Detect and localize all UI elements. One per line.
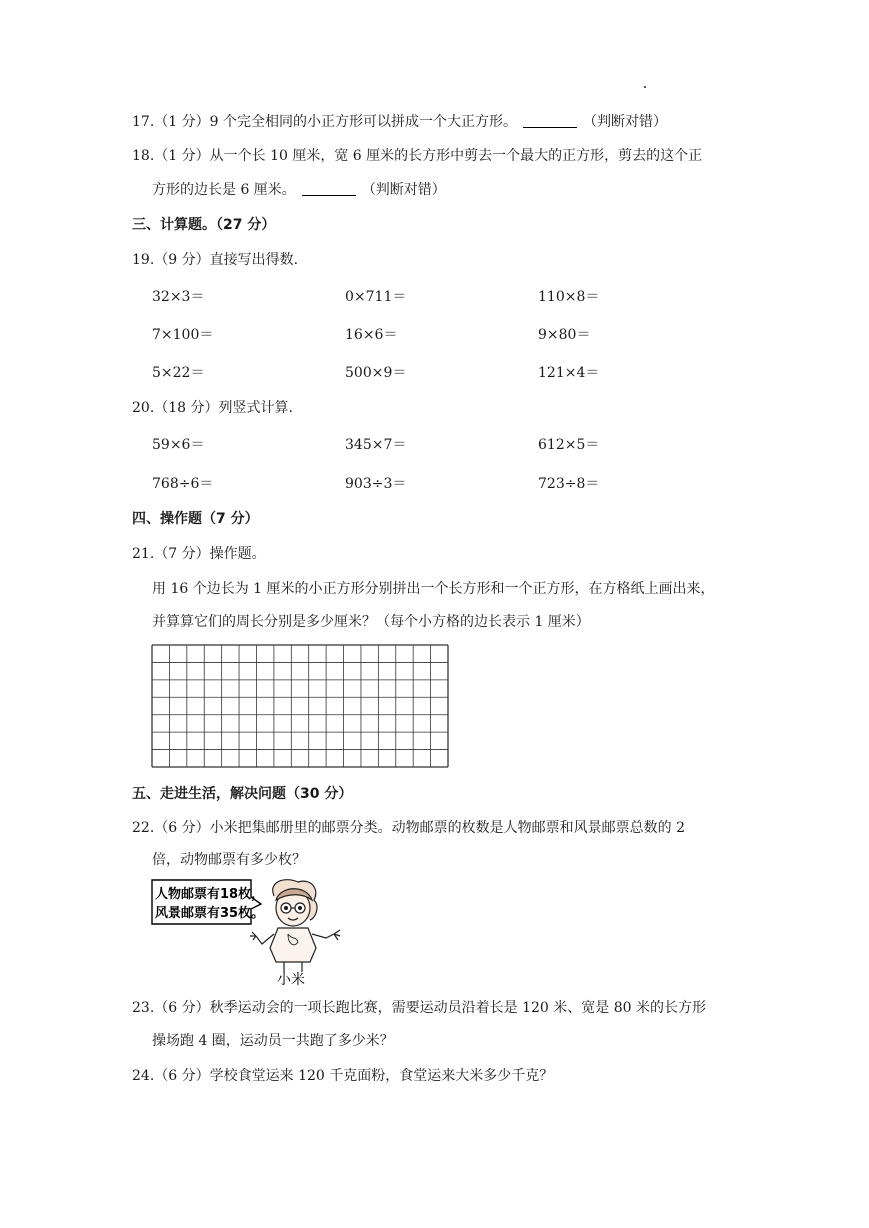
calc-item: 121×4＝: [538, 365, 600, 381]
question-21-line1: 用 16 个边长为 1 厘米的小正方形分别拼出一个长方形和一个正方形，在方格纸上画出来，: [152, 581, 715, 597]
question-23-line1: 23.（6 分）秋季运动会的一项长跑比赛，需要运动员沿着长是 120 米、宽是 80 米的长方形: [132, 1000, 706, 1016]
question-23-line2: 操场跑 4 圈，运动员一共跑了多少米？: [152, 1033, 394, 1049]
calc-item: 345×7＝: [345, 437, 407, 453]
question-17-suffix: （判断对错）: [582, 114, 667, 130]
question-21-line2: 并算算它们的周长分别是多少厘米？（每个小方格的边长表示 1 厘米）: [152, 614, 590, 630]
answer-blank-17[interactable]: [523, 113, 577, 128]
calc-item: 7×100＝: [152, 327, 214, 343]
question-22-line2: 倍，动物邮票有多少枚？: [152, 852, 306, 868]
character-name: 小米: [277, 972, 305, 986]
question-18-line2: [152, 180, 446, 200]
answer-blank-18[interactable]: [302, 181, 356, 196]
calc-item: 0×711＝: [345, 289, 407, 305]
calc-item: 768÷6＝: [152, 476, 214, 492]
calc-item: 723÷8＝: [538, 476, 600, 492]
question-17: [132, 112, 667, 132]
xiaomi-cartoon: [150, 878, 350, 986]
section-4-heading: 四、操作题（7 分）: [132, 511, 259, 527]
bubble-line-1: 人物邮票有18枚，: [155, 887, 265, 902]
calc-item: 500×9＝: [345, 365, 407, 381]
calc-item: 59×6＝: [152, 437, 205, 453]
calc-item: 903÷3＝: [345, 476, 407, 492]
page-dot: [644, 86, 646, 88]
bubble-line-2: 风景邮票有35枚。: [155, 906, 265, 921]
calc-item: 110×8＝: [538, 289, 600, 305]
square-grid-paper[interactable]: [151, 644, 449, 768]
calc-item: 5×22＝: [152, 365, 205, 381]
question-21-title: 21.（7 分）操作题。: [132, 546, 266, 562]
speech-bubble: [152, 880, 264, 924]
question-18-text: 方形的边长是 6 厘米。: [152, 182, 296, 198]
question-17-text: 17.（1 分）9 个完全相同的小正方形可以拼成一个大正方形。: [132, 114, 517, 130]
question-20-title: 20.（18 分）列竖式计算.: [132, 400, 293, 416]
section-5-heading: 五、走进生活，解决问题（30 分）: [132, 786, 353, 802]
section-3-heading: 三、计算题。（27 分）: [132, 217, 276, 233]
question-24: 24.（6 分）学校食堂运来 120 千克面粉，食堂运来大米多少千克？: [132, 1068, 554, 1084]
calc-item: 9×80＝: [538, 327, 591, 343]
question-22-line1: 22.（6 分）小米把集邮册里的邮票分类。动物邮票的枚数是人物邮票和风景邮票总数的 2: [132, 820, 685, 836]
calc-item: 16×6＝: [345, 327, 398, 343]
calc-item: 32×3＝: [152, 289, 205, 305]
question-19-title: 19.（9 分）直接写出得数.: [132, 252, 299, 268]
question-18-line1: 18.（1 分）从一个长 10 厘米，宽 6 厘米的长方形中剪去一个最大的正方形，剪去的这个正: [132, 148, 703, 164]
question-18-suffix: （判断对错）: [361, 182, 446, 198]
calc-item: 612×5＝: [538, 437, 600, 453]
